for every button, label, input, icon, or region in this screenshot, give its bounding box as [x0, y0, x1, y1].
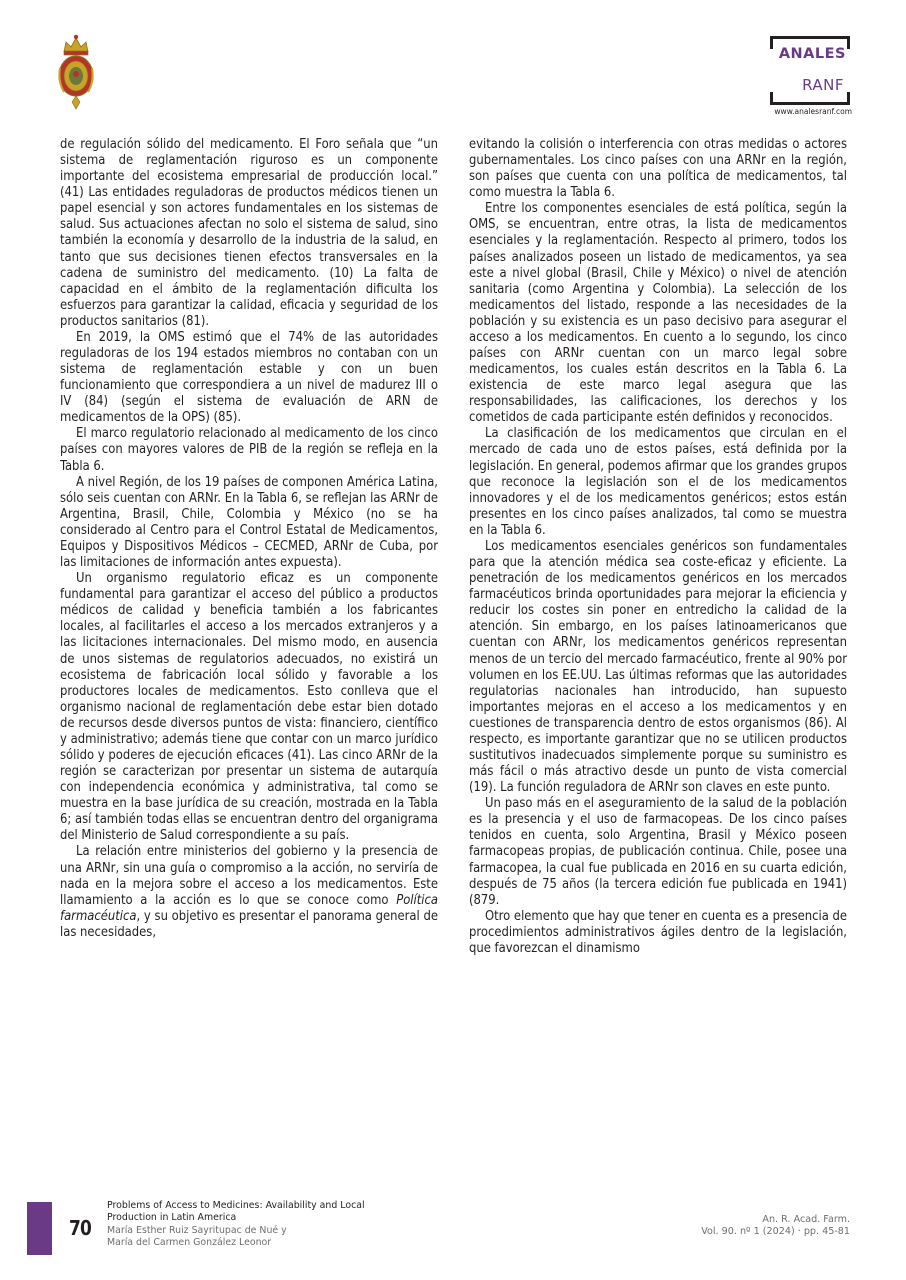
- paragraph: Entre los componentes esenciales de está política, según la OMS, se encuentran, entre otras, la lista de medicamentos esenciales y la reglamentación. Respecto al primero, todos los países analizados poseen un listado de medicamentos, ya sea este a nivel global (Brasil, Chile y México) o nivel de atención sanitaria (como Argentina y Colombia). La selección de los medicamentos del listado, responde a las necesidades de la población y su existencia es un paso decisivo para asegurar el acceso a los medicamentos. En cuento a lo segundo, los cinco países con ARNr cuentan con un marco legal sobre medicamentos, los cuales están descritos en la Tabla 6. La existencia de este marco legal asegura que las responsabilidades, las calificaciones, los derechos y los cometidos de cada participante estén definidos y reconocidos.: [469, 201, 847, 426]
- logo-word-ranf: RANF: [802, 76, 844, 94]
- footer-accent-bar: [27, 1202, 52, 1255]
- footer-title-line: Production in Latin America: [107, 1212, 237, 1224]
- paragraph: de regulación sólido del medicamento. El Foro señala que “un sistema de reglamentación riguroso es un componente importante del ecosistema empresarial de producción local.” (41) Las entidades reguladoras de productos médicos tienen un papel esencial y son actores fundamentales en los sistemas de salud. Sus actuaciones afectan no solo el sistema de salud, sino también la economía y desarrollo de la industria de la salud, en tanto que sus decisiones tienen efectos transversales en la cadena de suministro del medicamento. (10) La falta de capacidad en el ámbito de la reglamentación dificulta los esfuerzos para garantizar la calidad, eficacia y seguridad de los productos sanitarios (81).: [60, 137, 438, 329]
- italic-term: Política farmacéutica: [60, 892, 438, 924]
- footer-authors-line: María del Carmen González Leonor: [107, 1236, 272, 1248]
- footer-volume: Vol. 90. nº 1 (2024) · pp. 45-81: [701, 1226, 850, 1238]
- right-text-column: [469, 137, 847, 957]
- footer-title-line: Problems of Access to Medicines: Availability and Local: [107, 1200, 365, 1211]
- paragraph-text: , y su objetivo es presentar el panorama general de las necesidades,: [60, 908, 438, 940]
- footer-authors-line: María Esther Ruiz Sayritupac de Nué y: [107, 1224, 287, 1236]
- footer-article-info: [107, 1200, 447, 1249]
- paragraph: En 2019, la OMS estimó que el 74% de las autoridades reguladoras de los 194 estados miembros no contaban con un sistema de reglamentación estable y con un buen funcionamiento que correspondiera a un nivel de madurez III o IV (84) (según el sistema de evaluación de ARN de medicamentos de la OPS) (85).: [60, 329, 438, 426]
- logo-bracket-bottom: [770, 92, 850, 105]
- paragraph: Otro elemento que hay que tener en cuenta es a presencia de procedimientos administrativos ágiles dentro de la legislación, que favorezcan el dinamismo: [469, 908, 848, 956]
- journal-url-link[interactable]: www.analesranf.com: [774, 107, 852, 116]
- footer-journal-info: [701, 1214, 850, 1239]
- paragraph: A nivel Región, de los 19 países de componen América Latina, sólo seis cuentan con ARNr. En la Tabla 6, se reflejan las ARNr de Argentina, Brasil, Chile, Colombia y México (no se ha considerado al Centro para el Control Estatal de Medicamentos, Equipos y Dispositivos Médicos – CECMED, ARNr de Cuba, por las limitaciones de información antes expuesta).: [60, 474, 438, 571]
- paragraph: La clasificación de los medicamentos que circulan en el mercado de cada uno de estos países, está definida por la legislación. En general, podemos afirmar que los grandes grupos que reconoce la legislación son el de los medicamentos innovadores y el de los medicamentos genéricos; estos están presentes en los cinco países analizados, tal como se muestra en la Tabla 6.: [469, 426, 847, 538]
- paragraph: Un paso más en el aseguramiento de la salud de la población es la presencia y el uso de farmacopeas. De los cinco países tenidos en cuenta, solo Argentina, Brasil y México poseen farmacopeas propias, de publicación continua. Chile, posee una farmacopea, la cual fue publicada en 2016 en su cuarta edición, después de 75 años (la tercera edición fue publicada en 1941) (879.: [469, 796, 847, 908]
- paragraph: El marco regulatorio relacionado al medicamento de los cinco países con mayores valores de PIB de la región se refleja en la Tabla 6.: [60, 426, 438, 474]
- logo-word-anales: ANALES: [778, 46, 846, 62]
- page-number: 70: [69, 1216, 91, 1240]
- journal-logo[interactable]: [740, 36, 852, 122]
- academy-crest-icon: [54, 32, 98, 110]
- left-text-column: [60, 137, 438, 941]
- paragraph: Un organismo regulatorio eficaz es un componente fundamental para garantizar el acceso del público a productos médicos de calidad y beneficia también a los fabricantes locales, al facilitarles el acceso a los mercados extranjeros y a las licitaciones internacionales. Del mismo modo, en ausencia de unos sistemas de regulatorios adecuados, no existirá un ecosistema de fabricación local sólido y favorable a los productores locales de medicamentos. Esto conlleva que el organismo nacional de reglamentación debe estar bien dotado de recursos desde diversos puntos de vista: financiero, científico y administrativo; además tiene que contar con un marco jurídico sólido y poderes de ejecución eficaces (41). Las cinco ARNr de la región se caracterizan por presentar un sistema de autarquía con independencia económica y administrativa, tal como se muestra en la base jurídica de su creación, mostrada en la Tabla 6; así también todas ellas se encuentran dentro del organigrama del Ministerio de Salud correspondiente a su país.: [60, 571, 438, 844]
- footer-journal-name: An. R. Acad. Farm.: [762, 1214, 850, 1225]
- paragraph-text: La relación entre ministerios del gobierno y la presencia de una ARNr, sin una guía o compromiso a la acción, no serviría de nada en la mejora sobre el acceso a los medicamentos. Este llamamiento a la acción es lo que se conoce como: [60, 844, 438, 908]
- paragraph: Los medicamentos esenciales genéricos son fundamentales para que la atención médica sea coste-eficaz y eficiente. La penetración de los medicamentos genéricos en los mercados farmacéuticos brinda oportunidades para mejorar la eficiencia y reducir los costes sin poner en entredicho la calidad de la atención. Sin embargo, en los países latinoamericanos que cuentan con ARNr, los medicamentos genéricos representan menos de un tercio del mercado farmacéutico, frente al 90% por volumen en los EE.UU. Las últimas reformas que las autoridades regulatorias nacionales han introducido, han supuesto importantes mejoras en el acceso a los medicamentos y en cuestiones de transparencia dentro de estos organismos (86). Al respecto, es importante garantizar que no se utilicen productos sustitutivos inadecuados simplemente porque su suministro es más fácil o más atractivo desde un punto de vista comercial (19). La función reguladora de ARNr son claves en este punto.: [469, 538, 847, 796]
- paragraph: evitando la colisión o interferencia con otras medidas o actores gubernamentales. Los cinco países con una ARNr en la región, son países que cuenta con una política de medicamentos, tal como muestra la Tabla 6.: [469, 137, 847, 201]
- paragraph: [60, 844, 438, 940]
